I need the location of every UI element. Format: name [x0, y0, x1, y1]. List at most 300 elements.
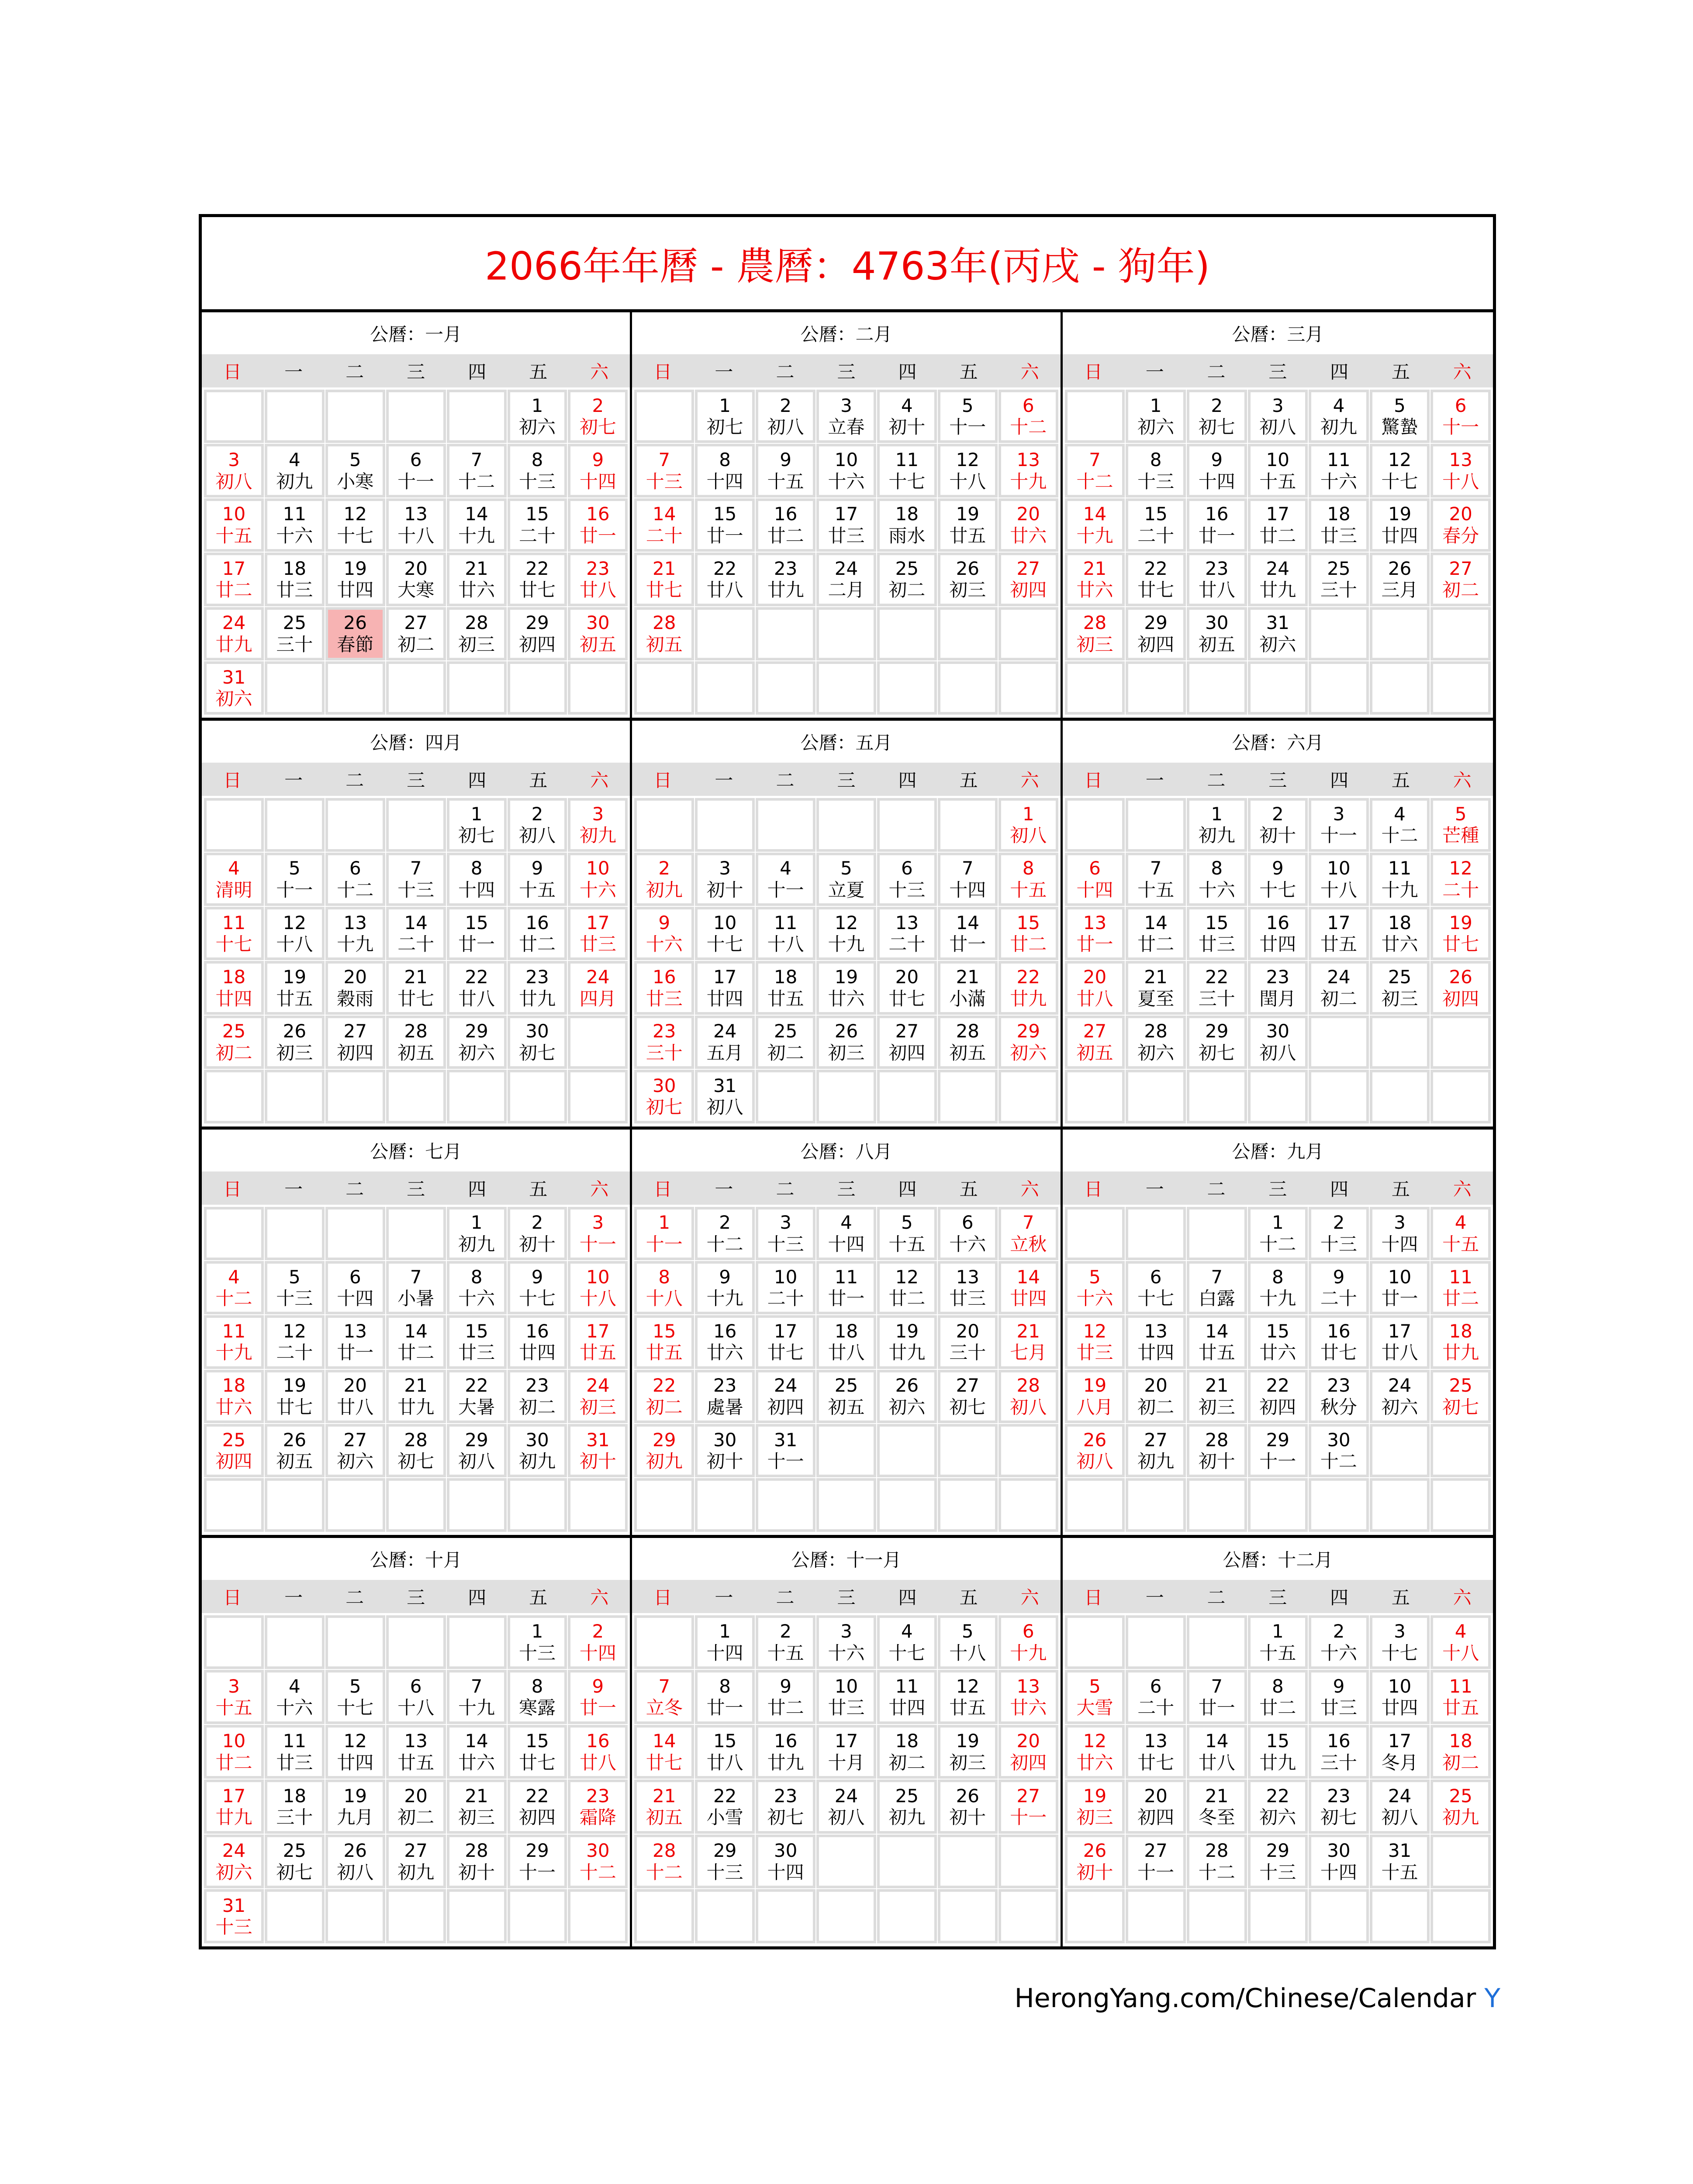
day-cell[interactable] [939, 1781, 996, 1832]
day-cell[interactable] [205, 908, 263, 959]
day-cell[interactable] [1066, 1726, 1124, 1778]
day-cell[interactable] [636, 1836, 693, 1887]
day-cell[interactable] [1000, 1017, 1057, 1068]
day-cell[interactable] [448, 554, 505, 605]
day-cell[interactable] [327, 854, 384, 905]
day-cell[interactable] [1127, 908, 1185, 959]
day-cell[interactable] [818, 962, 875, 1013]
day-cell[interactable] [1249, 1781, 1307, 1832]
day-cell[interactable] [1188, 445, 1246, 496]
day-cell[interactable] [1000, 1262, 1057, 1313]
day-cell[interactable] [266, 1262, 323, 1313]
day-cell[interactable] [1188, 1425, 1246, 1476]
day-cell[interactable] [1249, 500, 1307, 550]
day-cell[interactable] [448, 854, 505, 905]
day-cell[interactable] [448, 608, 505, 659]
day-cell[interactable] [757, 445, 814, 496]
day-cell[interactable] [1432, 1208, 1489, 1259]
day-cell[interactable] [1000, 1781, 1057, 1832]
day-cell[interactable] [1310, 908, 1368, 959]
day-cell[interactable] [327, 608, 384, 659]
day-cell[interactable] [569, 962, 626, 1013]
day-cell[interactable] [1310, 854, 1368, 905]
day-cell[interactable] [1432, 500, 1489, 550]
day-cell[interactable] [1000, 445, 1057, 496]
day-cell[interactable] [266, 500, 323, 550]
day-cell[interactable] [387, 608, 445, 659]
day-cell[interactable] [696, 445, 753, 496]
day-cell[interactable] [509, 1017, 566, 1068]
day-cell[interactable] [696, 1208, 753, 1259]
footer-url[interactable] [895, 1983, 1500, 2014]
day-cell[interactable] [1310, 500, 1368, 550]
day-cell[interactable] [327, 962, 384, 1013]
day-cell[interactable] [1432, 1262, 1489, 1313]
day-cell[interactable] [878, 1017, 936, 1068]
day-cell[interactable] [878, 1317, 936, 1367]
day-cell[interactable] [1432, 445, 1489, 496]
day-cell[interactable] [509, 1836, 566, 1887]
day-cell[interactable] [696, 554, 753, 605]
day-cell[interactable] [1310, 1836, 1368, 1887]
day-cell[interactable] [1127, 1262, 1185, 1313]
day-cell[interactable] [1066, 854, 1124, 905]
day-cell[interactable] [1127, 1781, 1185, 1832]
day-cell[interactable] [387, 854, 445, 905]
day-cell[interactable] [696, 854, 753, 905]
day-cell[interactable] [266, 1371, 323, 1422]
day-cell[interactable] [636, 1726, 693, 1778]
day-cell[interactable] [1000, 799, 1057, 850]
day-cell[interactable] [696, 500, 753, 550]
day-cell[interactable] [878, 554, 936, 605]
day-cell[interactable] [1000, 391, 1057, 442]
day-cell[interactable] [757, 908, 814, 959]
day-cell[interactable] [696, 1425, 753, 1476]
day-cell[interactable] [387, 1262, 445, 1313]
day-cell[interactable] [205, 1262, 263, 1313]
day-cell[interactable] [818, 1617, 875, 1668]
day-cell[interactable] [636, 1671, 693, 1723]
day-cell[interactable] [696, 1617, 753, 1668]
day-cell[interactable] [757, 1836, 814, 1887]
day-cell[interactable] [387, 908, 445, 959]
day-cell[interactable] [387, 500, 445, 550]
day-cell[interactable] [448, 445, 505, 496]
day-cell[interactable] [939, 1371, 996, 1422]
day-cell[interactable] [448, 1836, 505, 1887]
day-cell[interactable] [205, 663, 263, 713]
day-cell[interactable] [448, 799, 505, 850]
day-cell[interactable] [1432, 1371, 1489, 1422]
day-cell[interactable] [509, 908, 566, 959]
day-cell[interactable] [1066, 554, 1124, 605]
day-cell[interactable] [1066, 1371, 1124, 1422]
day-cell[interactable] [757, 1017, 814, 1068]
day-cell[interactable] [509, 391, 566, 442]
day-cell[interactable] [939, 1262, 996, 1313]
day-cell[interactable] [878, 908, 936, 959]
day-cell[interactable] [1310, 1425, 1368, 1476]
day-cell[interactable] [569, 1317, 626, 1367]
day-cell[interactable] [696, 1071, 753, 1122]
day-cell[interactable] [636, 1262, 693, 1313]
day-cell[interactable] [569, 500, 626, 550]
day-cell[interactable] [448, 1208, 505, 1259]
day-cell[interactable] [387, 554, 445, 605]
day-cell[interactable] [1249, 1017, 1307, 1068]
day-cell[interactable] [1127, 1425, 1185, 1476]
day-cell[interactable] [1066, 1017, 1124, 1068]
day-cell[interactable] [1432, 554, 1489, 605]
day-cell[interactable] [266, 608, 323, 659]
day-cell[interactable] [1127, 1836, 1185, 1887]
day-cell[interactable] [569, 799, 626, 850]
day-cell[interactable] [327, 1371, 384, 1422]
day-cell[interactable] [1188, 962, 1246, 1013]
day-cell[interactable] [1000, 908, 1057, 959]
day-cell[interactable] [266, 445, 323, 496]
day-cell[interactable] [509, 445, 566, 496]
day-cell[interactable] [1249, 1425, 1307, 1476]
day-cell[interactable] [1066, 445, 1124, 496]
day-cell[interactable] [1249, 391, 1307, 442]
day-cell[interactable] [509, 1371, 566, 1422]
day-cell[interactable] [1066, 1262, 1124, 1313]
day-cell[interactable] [818, 1371, 875, 1422]
day-cell[interactable] [205, 1017, 263, 1068]
day-cell[interactable] [1310, 1262, 1368, 1313]
day-cell[interactable] [1188, 1726, 1246, 1778]
day-cell[interactable] [818, 500, 875, 550]
day-cell[interactable] [1432, 1617, 1489, 1668]
day-cell[interactable] [448, 500, 505, 550]
day-cell[interactable] [1127, 1671, 1185, 1723]
day-cell[interactable] [1127, 1317, 1185, 1367]
day-cell[interactable] [1127, 445, 1185, 496]
day-cell[interactable] [448, 1262, 505, 1313]
day-cell[interactable] [509, 1208, 566, 1259]
day-cell[interactable] [205, 854, 263, 905]
day-cell[interactable] [205, 445, 263, 496]
day-cell[interactable] [1066, 1425, 1124, 1476]
day-cell[interactable] [939, 445, 996, 496]
day-cell[interactable] [205, 1371, 263, 1422]
day-cell[interactable] [387, 1671, 445, 1723]
day-cell[interactable] [1188, 1017, 1246, 1068]
day-cell[interactable] [757, 1371, 814, 1422]
day-cell[interactable] [1000, 1371, 1057, 1422]
day-cell[interactable] [1127, 962, 1185, 1013]
day-cell[interactable] [1188, 799, 1246, 850]
day-cell[interactable] [1249, 799, 1307, 850]
day-cell[interactable] [757, 1262, 814, 1313]
day-cell[interactable] [509, 1317, 566, 1367]
day-cell[interactable] [1371, 1371, 1429, 1422]
day-cell[interactable] [1371, 1617, 1429, 1668]
day-cell[interactable] [636, 554, 693, 605]
day-cell[interactable] [1371, 554, 1429, 605]
day-cell[interactable] [939, 908, 996, 959]
day-cell[interactable] [569, 1262, 626, 1313]
day-cell[interactable] [1000, 554, 1057, 605]
day-cell[interactable] [205, 1890, 263, 1942]
day-cell[interactable] [636, 445, 693, 496]
day-cell[interactable] [1371, 1208, 1429, 1259]
day-cell[interactable] [387, 1781, 445, 1832]
day-cell[interactable] [1432, 1781, 1489, 1832]
day-cell[interactable] [1310, 1671, 1368, 1723]
day-cell[interactable] [1310, 1617, 1368, 1668]
day-cell[interactable] [939, 1208, 996, 1259]
day-cell[interactable] [636, 962, 693, 1013]
day-cell[interactable] [878, 1371, 936, 1422]
day-cell[interactable] [509, 1617, 566, 1668]
day-cell[interactable] [1127, 500, 1185, 550]
day-cell[interactable] [1127, 1017, 1185, 1068]
day-cell[interactable] [205, 554, 263, 605]
day-cell[interactable] [818, 854, 875, 905]
day-cell[interactable] [266, 1836, 323, 1887]
day-cell[interactable] [569, 1425, 626, 1476]
day-cell[interactable] [1310, 554, 1368, 605]
day-cell[interactable] [1371, 1317, 1429, 1367]
day-cell[interactable] [1127, 608, 1185, 659]
day-cell[interactable] [205, 1425, 263, 1476]
day-cell[interactable] [636, 1017, 693, 1068]
day-cell[interactable] [1249, 1317, 1307, 1367]
day-cell[interactable] [1188, 1781, 1246, 1832]
day-cell[interactable] [205, 1726, 263, 1778]
day-cell[interactable] [696, 1262, 753, 1313]
day-cell[interactable] [569, 554, 626, 605]
day-cell[interactable] [878, 1671, 936, 1723]
day-cell[interactable] [266, 1425, 323, 1476]
day-cell[interactable] [1432, 391, 1489, 442]
day-cell[interactable] [1000, 962, 1057, 1013]
day-cell[interactable] [636, 1208, 693, 1259]
day-cell[interactable] [939, 500, 996, 550]
day-cell[interactable] [327, 1317, 384, 1367]
day-cell[interactable] [878, 854, 936, 905]
day-cell[interactable] [1066, 500, 1124, 550]
day-cell[interactable] [1188, 391, 1246, 442]
day-cell[interactable] [1188, 608, 1246, 659]
day-cell[interactable] [569, 1208, 626, 1259]
day-cell[interactable] [387, 962, 445, 1013]
day-cell[interactable] [757, 962, 814, 1013]
day-cell[interactable] [205, 1781, 263, 1832]
day-cell[interactable] [569, 1836, 626, 1887]
day-cell[interactable] [1249, 908, 1307, 959]
day-cell[interactable] [509, 1781, 566, 1832]
day-cell[interactable] [1000, 1726, 1057, 1778]
day-cell[interactable] [1127, 854, 1185, 905]
day-cell[interactable] [1371, 854, 1429, 905]
day-cell[interactable] [878, 445, 936, 496]
day-cell[interactable] [1310, 1781, 1368, 1832]
day-cell[interactable] [266, 1671, 323, 1723]
day-cell[interactable] [1249, 1836, 1307, 1887]
day-cell[interactable] [1371, 500, 1429, 550]
day-cell[interactable] [757, 1208, 814, 1259]
day-cell[interactable] [878, 1726, 936, 1778]
day-cell[interactable] [387, 1317, 445, 1367]
day-cell[interactable] [569, 391, 626, 442]
day-cell[interactable] [387, 1371, 445, 1422]
day-cell[interactable] [327, 1262, 384, 1313]
day-cell[interactable] [636, 1781, 693, 1832]
day-cell[interactable] [1249, 1208, 1307, 1259]
day-cell[interactable] [1432, 854, 1489, 905]
day-cell[interactable] [448, 908, 505, 959]
day-cell[interactable] [327, 1726, 384, 1778]
day-cell[interactable] [818, 1317, 875, 1367]
day-cell[interactable] [509, 1671, 566, 1723]
day-cell[interactable] [818, 1726, 875, 1778]
day-cell[interactable] [327, 500, 384, 550]
day-cell[interactable] [327, 1836, 384, 1887]
day-cell[interactable] [696, 908, 753, 959]
day-cell[interactable] [878, 391, 936, 442]
day-cell[interactable] [696, 1726, 753, 1778]
day-cell[interactable] [1127, 391, 1185, 442]
day-cell[interactable] [448, 1671, 505, 1723]
day-cell[interactable] [1066, 1836, 1124, 1887]
day-cell[interactable] [757, 1425, 814, 1476]
day-cell[interactable] [878, 1208, 936, 1259]
day-cell[interactable] [509, 799, 566, 850]
day-cell[interactable] [266, 962, 323, 1013]
day-cell[interactable] [1432, 962, 1489, 1013]
day-cell[interactable] [569, 908, 626, 959]
day-cell[interactable] [1371, 962, 1429, 1013]
day-cell[interactable] [878, 500, 936, 550]
day-cell[interactable] [696, 1836, 753, 1887]
day-cell[interactable] [1249, 1371, 1307, 1422]
day-cell[interactable] [1371, 1671, 1429, 1723]
day-cell[interactable] [569, 1781, 626, 1832]
day-cell[interactable] [1000, 1671, 1057, 1723]
day-cell[interactable] [448, 1017, 505, 1068]
day-cell[interactable] [509, 962, 566, 1013]
day-cell[interactable] [569, 1726, 626, 1778]
day-cell[interactable] [696, 1317, 753, 1367]
day-cell[interactable] [696, 391, 753, 442]
day-cell[interactable] [1249, 854, 1307, 905]
day-cell[interactable] [1066, 608, 1124, 659]
day-cell[interactable] [1188, 1671, 1246, 1723]
day-cell[interactable] [569, 1617, 626, 1668]
day-cell[interactable] [696, 1017, 753, 1068]
day-cell[interactable] [509, 854, 566, 905]
day-cell[interactable] [757, 1781, 814, 1832]
day-cell[interactable] [696, 1371, 753, 1422]
day-cell[interactable] [509, 554, 566, 605]
day-cell[interactable] [387, 1726, 445, 1778]
day-cell[interactable] [1249, 1617, 1307, 1668]
day-cell[interactable] [636, 1425, 693, 1476]
day-cell[interactable] [327, 554, 384, 605]
day-cell[interactable] [205, 962, 263, 1013]
day-cell[interactable] [1371, 1262, 1429, 1313]
day-cell[interactable] [266, 1781, 323, 1832]
day-cell[interactable] [939, 962, 996, 1013]
day-cell[interactable] [1188, 908, 1246, 959]
day-cell[interactable] [1188, 1317, 1246, 1367]
day-cell[interactable] [1249, 554, 1307, 605]
day-cell[interactable] [1249, 608, 1307, 659]
day-cell[interactable] [636, 1317, 693, 1367]
day-cell[interactable] [1371, 908, 1429, 959]
day-cell[interactable] [939, 1726, 996, 1778]
day-cell[interactable] [939, 1017, 996, 1068]
day-cell[interactable] [878, 1617, 936, 1668]
day-cell[interactable] [636, 500, 693, 550]
day-cell[interactable] [327, 1017, 384, 1068]
day-cell[interactable] [1249, 962, 1307, 1013]
day-cell[interactable] [1066, 908, 1124, 959]
day-cell[interactable] [448, 1726, 505, 1778]
day-cell[interactable] [1000, 1617, 1057, 1668]
day-cell[interactable] [1371, 799, 1429, 850]
day-cell[interactable] [1432, 1317, 1489, 1367]
day-cell[interactable] [1066, 1317, 1124, 1367]
day-cell[interactable] [327, 1781, 384, 1832]
day-cell[interactable] [939, 854, 996, 905]
day-cell[interactable] [636, 908, 693, 959]
day-cell[interactable] [1310, 1726, 1368, 1778]
day-cell[interactable] [757, 391, 814, 442]
day-cell[interactable] [205, 608, 263, 659]
day-cell[interactable] [1432, 1671, 1489, 1723]
day-cell[interactable] [266, 1726, 323, 1778]
day-cell[interactable] [569, 854, 626, 905]
day-cell[interactable] [205, 1317, 263, 1367]
day-cell[interactable] [1000, 1317, 1057, 1367]
day-cell[interactable] [636, 1371, 693, 1422]
day-cell[interactable] [757, 1671, 814, 1723]
day-cell[interactable] [757, 1617, 814, 1668]
day-cell[interactable] [636, 854, 693, 905]
day-cell[interactable] [509, 1425, 566, 1476]
day-cell[interactable] [448, 1317, 505, 1367]
day-cell[interactable] [1188, 554, 1246, 605]
day-cell[interactable] [1310, 1317, 1368, 1367]
day-cell[interactable] [266, 854, 323, 905]
day-cell[interactable] [1066, 962, 1124, 1013]
day-cell[interactable] [327, 908, 384, 959]
day-cell[interactable] [387, 1425, 445, 1476]
day-cell[interactable] [1310, 391, 1368, 442]
day-cell[interactable] [818, 1781, 875, 1832]
day-cell[interactable] [1432, 799, 1489, 850]
day-cell[interactable] [1188, 1371, 1246, 1422]
day-cell[interactable] [1432, 1726, 1489, 1778]
day-cell[interactable] [818, 445, 875, 496]
day-cell[interactable] [266, 1017, 323, 1068]
day-cell[interactable] [1249, 445, 1307, 496]
day-cell[interactable] [387, 1836, 445, 1887]
day-cell[interactable] [1188, 500, 1246, 550]
day-cell[interactable] [757, 1317, 814, 1367]
day-cell[interactable] [1371, 1781, 1429, 1832]
day-cell[interactable] [818, 1262, 875, 1313]
day-cell[interactable] [266, 554, 323, 605]
day-cell[interactable] [696, 1781, 753, 1832]
day-cell[interactable] [387, 445, 445, 496]
day-cell[interactable] [1371, 1726, 1429, 1778]
